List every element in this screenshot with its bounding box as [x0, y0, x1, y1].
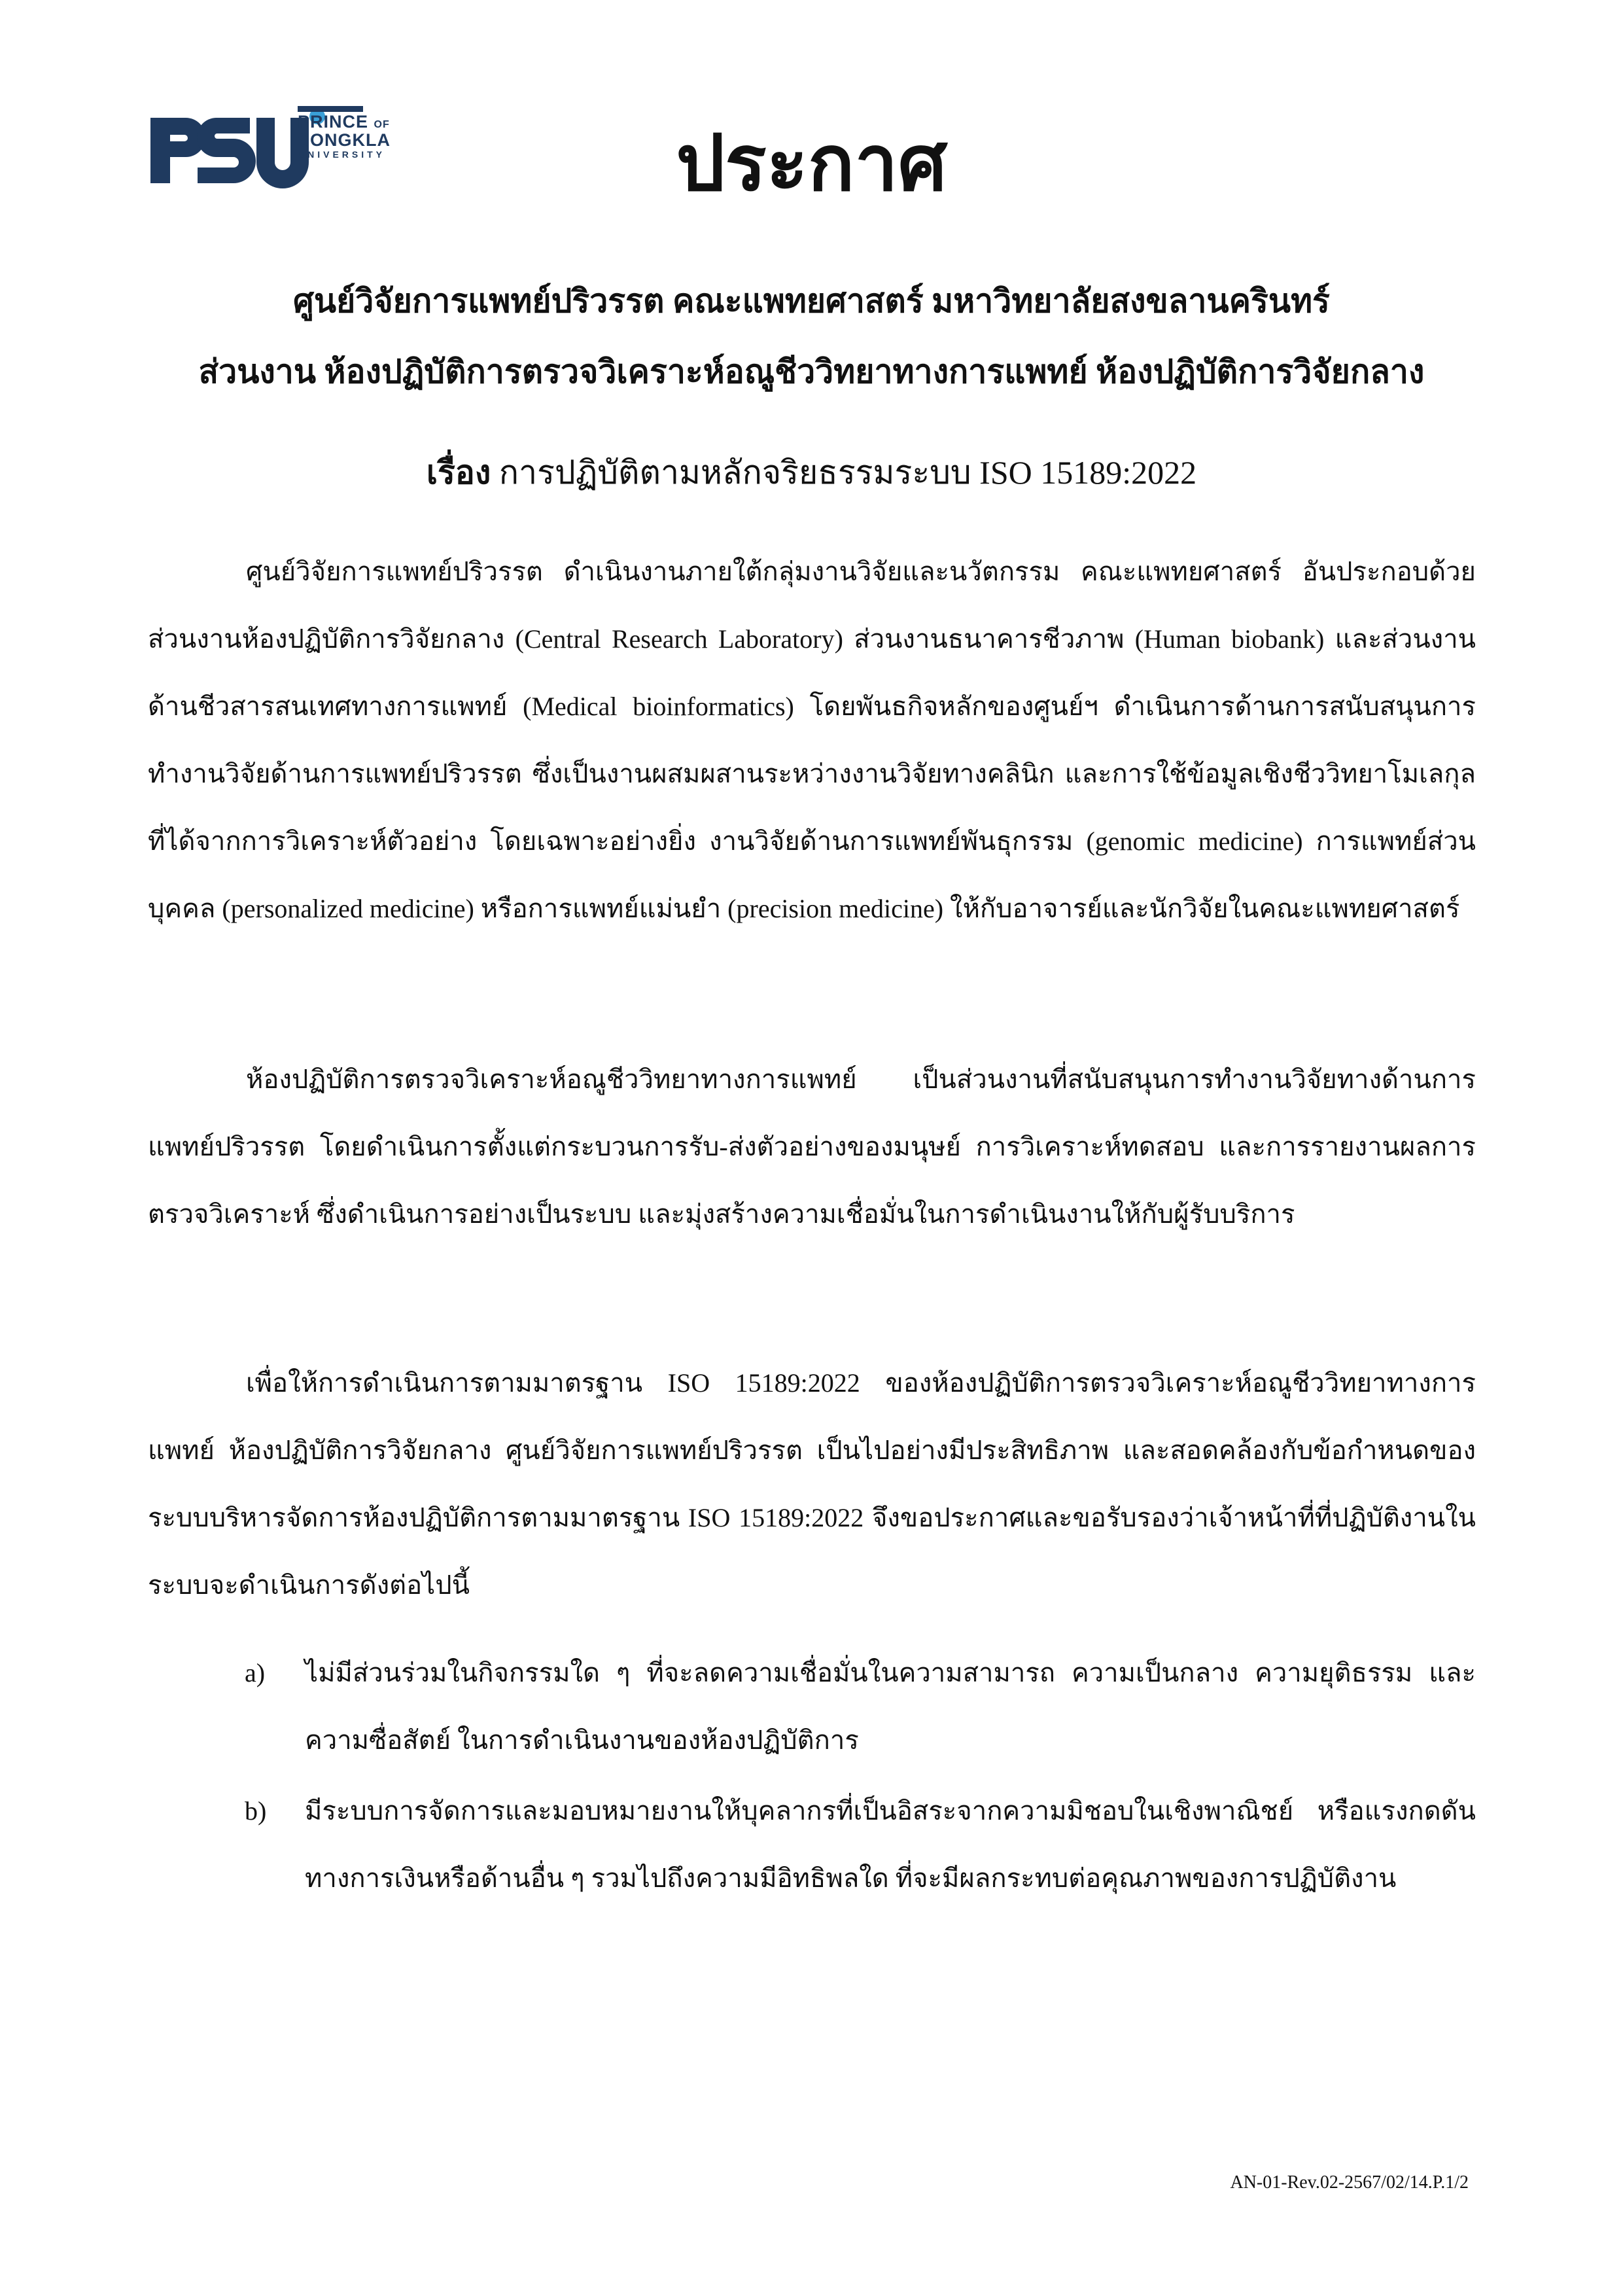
- subject-text: การปฏิบัติตามหลักจริยธรรมระบบ ISO 15189:2022: [491, 454, 1197, 491]
- list-marker: a): [245, 1658, 266, 1687]
- subject-line: [0, 453, 1623, 492]
- subject-label: เรื่อง: [426, 454, 491, 491]
- heading-department: ส่วนงาน ห้องปฏิบัติการตรวจวิเคราะห์อณูชีววิทยาทางการแพทย์ ห้องปฏิบัติการวิจัยกลาง: [198, 353, 1425, 390]
- body-paragraph-3: เพื่อให้การดำเนินการตามมาตรฐาน ISO 15189:2022 ของห้องปฏิบัติการตรวจวิเคราะห์อณูชีววิทยาทางการแพทย์ ห้องปฏิบัติการวิจัยกลาง ศูนย์วิจัยการแพทย์ปริวรรต เป็นไปอย่างมีประสิทธิภาพ และสอดคล้องกับข้อกำหนดของระบบบริหารจัดการห้องปฏิบัติการตามมาตรฐาน ISO 15189:2022 จึงขอประกาศและขอรับรองว่าเจ้าหน้าที่ที่ปฏิบัติงานในระบบจะดำเนินการดังต่อไปนี้: [148, 1368, 1476, 1600]
- list-marker: b): [245, 1796, 267, 1826]
- logo-divider-bar: [298, 106, 363, 112]
- obligations-list: [148, 1639, 1476, 1915]
- logo-line-songkla: SONGKLA: [298, 130, 391, 150]
- body-paragraph-1: ศูนย์วิจัยการแพทย์ปริวรรต ดำเนินงานภายใต้กลุ่มงานวิจัยและนวัตกรรม คณะแพทยศาสตร์ อันประกอบด้วย ส่วนงานห้องปฏิบัติการวิจัยกลาง (Central Research Laboratory) ส่วนงานธนาคารชีวภาพ (Human biobank) และส่วนงานด้านชีวสารสนเทศทางการแพทย์ (Medical bioinformatics) โดยพันธกิจหลักของศูนย์ฯ ดำเนินการด้านการสนับสนุนการทำงานวิจัยด้านการแพทย์ปริวรรต ซึ่งเป็นงานผสมผสานระหว่างงานวิจัยทางคลินิก และการใช้ข้อมูลเชิงชีววิทยาโมเลกุลที่ได้จากการวิเคราะห์ตัวอย่าง โดยเฉพาะอย่างยิ่ง งานวิจัยด้านการแพทย์พันธุกรรม (genomic medicine) การแพทย์ส่วนบุคคล (personalized medicine) หรือการแพทย์แม่นยำ (precision medicine) ให้กับอาจารย์และนักวิจัยในคณะแพทยศาสตร์: [148, 557, 1476, 923]
- logo-line-of: OF: [374, 119, 390, 130]
- list-item: [148, 1777, 1476, 1912]
- document-code-footer: AN-01-Rev.02-2567/02/14.P.1/2: [1230, 2172, 1469, 2193]
- list-item-text: มีระบบการจัดการและมอบหมายงานให้บุคลากรที่เป็นอิสระจากความมิชอบในเชิงพาณิชย์ หรือแรงกดดันทางการเงินหรือด้านอื่น ๆ รวมไปถึงความมีอิทธิพลใด ที่จะมีผลกระทบต่อคุณภาพของการปฏิบัติงาน: [305, 1796, 1476, 1893]
- heading-organization: ศูนย์วิจัยการแพทย์ปริวรรต คณะแพทยศาสตร์ มหาวิทยาลัยสงขลานครินทร์: [293, 283, 1330, 319]
- list-item: [148, 1639, 1476, 1774]
- list-item-text: ไม่มีส่วนร่วมในกิจกรรมใด ๆ ที่จะลดความเชื่อมั่นในความสามารถ ความเป็นกลาง ความยุติธรรม และความซื่อสัตย์ ในการดำเนินงานของห้องปฏิบัติการ: [305, 1658, 1476, 1755]
- logo-line-prince: PRINCE: [298, 112, 369, 132]
- body-paragraph-2: ห้องปฏิบัติการตรวจวิเคราะห์อณูชีววิทยาทางการแพทย์ เป็นส่วนงานที่สนับสนุนการทำงานวิจัยทางด้านการแพทย์ปริวรรต โดยดำเนินการตั้งแต่กระบวนการรับ-ส่งตัวอย่างของมนุษย์ การวิเคราะห์ทดสอบ และการรายงานผลการตรวจวิเคราะห์ ซึ่งดำเนินการอย่างเป็นระบบ และมุ่งสร้างความเชื่อมั่นในการดำเนินงานให้กับผู้รับบริการ: [148, 1065, 1476, 1229]
- logo-line-university: UNIVERSITY: [298, 149, 386, 160]
- page-title: ประกาศ: [676, 121, 947, 207]
